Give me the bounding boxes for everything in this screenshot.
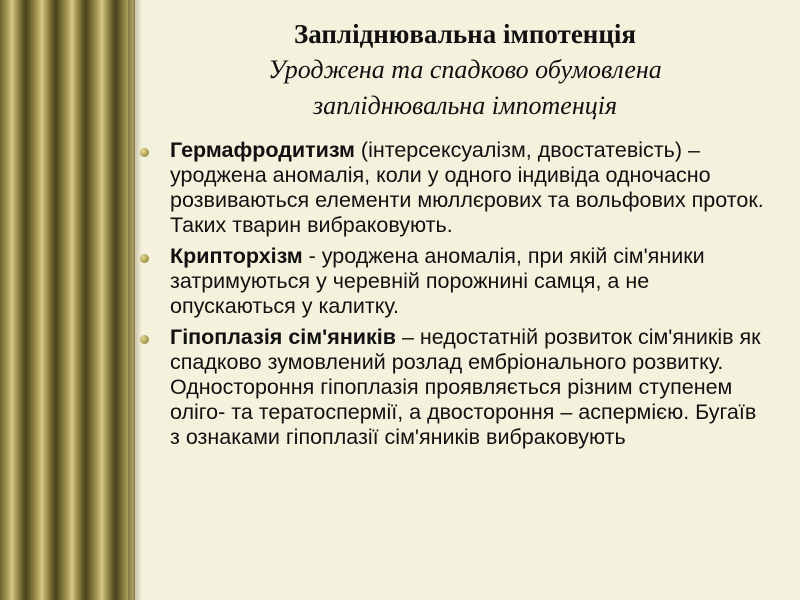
bullet-item-cryptorchidism: [140, 244, 770, 319]
bullet-term: Крипторхізм: [170, 244, 303, 268]
slide-subtitle-line2: запліднювальна імпотенція: [312, 91, 618, 120]
bullet-text: (інтерсексуалізм, двостатевість) – уроджена аномалія, коли у одного індивіда одночасно розвиваються елементи мюллєрових та вольфових проток. Таких тварин вибраковують.: [170, 138, 764, 237]
bullet-dot-icon: [140, 148, 149, 157]
slide-title: Запліднювальна імпотенція: [293, 19, 637, 49]
decorative-stripes: [0, 0, 135, 600]
bullet-item-hermaphroditism: [140, 138, 770, 238]
slide-subtitle-line1: Уроджена та спадково обумовлена: [268, 55, 662, 84]
bullet-dot-icon: [140, 335, 149, 344]
bullet-term: Гермафродитизм: [170, 138, 355, 162]
bullet-text: - уроджена аномалія, при якій сім'яники затримуються у черевній порожнині самця, а не опускаються у калитку.: [170, 244, 705, 318]
bullet-list: [140, 138, 770, 456]
slide-content: [140, 0, 780, 600]
bullet-dot-icon: [140, 254, 149, 263]
bullet-item-hypoplasia: [140, 325, 770, 450]
title-block: [140, 16, 790, 124]
bullet-term: Гіпоплазія сім'яників: [170, 325, 396, 349]
bullet-text: – недостатній розвиток сім'яників як спадково зумовлений розлад ембріонального розвитку. Одностороння гіпоплазія проявляється різним ступенем оліго- та тератоспермії, а двостороння – аспермією. Бугаїв з ознаками гіпоплазії сім'яників вибраковують: [170, 325, 761, 449]
